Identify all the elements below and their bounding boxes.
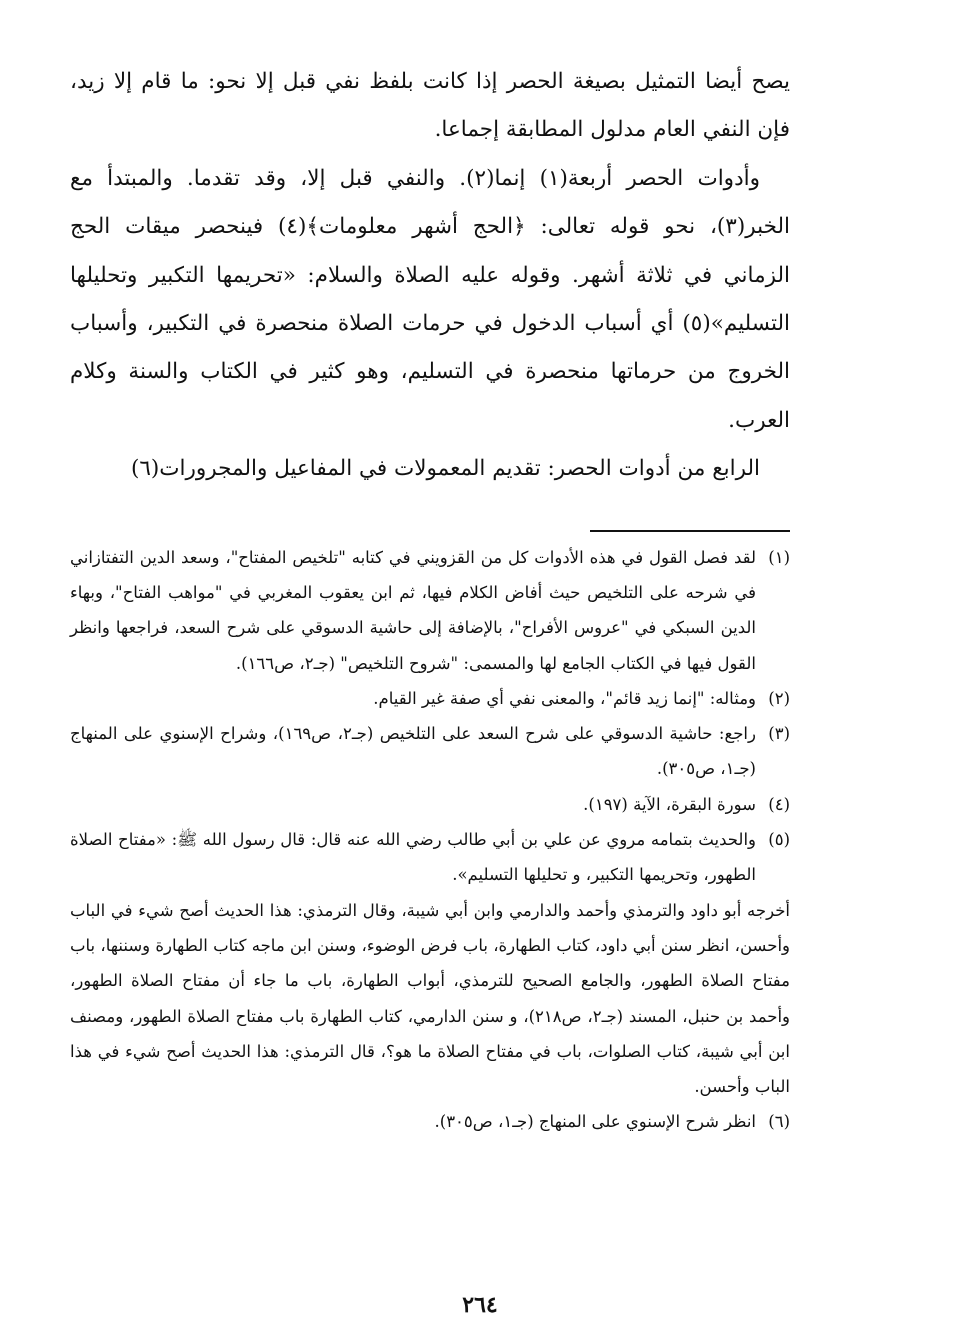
footnotes (70, 540, 790, 1140)
footnote-separator (590, 530, 790, 532)
footnote-text: لقد فصل القول في هذه الأدوات كل من القزويني في كتابه "تلخيص المفتاح"، وسعد الدين التفتازاني في شرحه على التلخيص حيث أفاض الكلام فيها، ثم ابن يعقوب المغربي في "مواهب الفتاح"، وبهاء الدين السبكي في "عروس الأفراح"، بالإضافة إلى حاشية الدسوقي على شرح السعد، فراجعها وانظر القول فيها في الكتاب الجامع لها والمسمى: "شروح التلخيص" (جـ٢، ص١٦٦). (70, 547, 756, 673)
footnote-text: راجع: حاشية الدسوقي على شرح السعد على التلخيص (جـ٢، ص١٦٩)، وشراح الإسنوي على المنهاج (جـ١، ص٣٠٥). (70, 724, 756, 779)
footnote-6 (70, 1104, 790, 1139)
footnote-5 (70, 822, 790, 893)
footnote-text: والحديث بتمامه مروي عن علي بن أبي طالب رضي الله عنه قال: قال رسول الله ﷺ: «مفتاح الصلاة الطهور، وتحريمها التكبير، و تحليلها التسليم». (70, 830, 756, 885)
footnote-5-takhrij: أخرجه أبو داود والترمذي وأحمد والدارمي وابن أبي شيبة، وقال الترمذي: هذا الحديث أصح شيء في الباب وأحسن، انظر سنن أبي داود، كتاب الطهارة، باب فرض الوضوء، وسنن ابن ماجه كتاب الطهارة وسننها، باب مفتاح الصلاة الطهور، والجامع الصحيح للترمذي، أبواب الطهارة، باب ما جاء أن مفتاح الصلاة الطهور، وأحمد بن حنبل، المسند (جـ٢، ص٢١٨)، و سنن الدارمي، كتاب الطهارة باب مفتاح الصلاة الطهور، ومصنف ابن أبي شيبة، كتاب الصلوات، باب في مفتاح الصلاة ما هو؟، قال الترمذي: هذا الحديث أصح شيء في هذا الباب وأحسن. (70, 900, 790, 1097)
footnote-number: (٢) (768, 688, 790, 708)
page-number: ٢٦٤ (462, 1292, 498, 1318)
footnote-number: (٦) (768, 1112, 790, 1132)
footnote-number: (٣) (768, 724, 790, 744)
footnote-number: (٥) (768, 830, 790, 850)
paragraph-continuation: يصح أيضا التمثيل بصيغة الحصر إذا كانت بلفظ نفي قبل إلا نحو: ما قام إلا زيد، فإن النفي العام مدلول المطابقة إجماعا. (70, 69, 790, 143)
footnote-text: ومثاله: "إنما زيد قائم"، والمعنى نفي أي صفة غير القيام. (373, 688, 756, 708)
page-content (70, 58, 790, 1140)
paragraph-fourth-tool: الرابع من أدوات الحصر: تقديم المعمولات في المفاعيل والمجرورات(٦) (130, 456, 760, 482)
footnote-4 (70, 787, 790, 822)
footnote-number: (١) (768, 547, 790, 567)
footnote-text: انظر شرح الإسنوي على المنهاج (جـ١، ص٣٠٥). (434, 1112, 756, 1132)
footnote-3 (70, 716, 790, 787)
footnote-text: سورة البقرة، الآية (١٩٧). (583, 794, 756, 814)
footnote-1 (70, 540, 790, 681)
paragraph-hasr-tools: وأدوات الحصر أربعة(١) إنما(٢). والنفي قبل إلا، وقد تقدما. والمبتدأ مع الخبر(٣)، نحو قوله تعالى: ﴿الحج أشهر معلومات﴾(٤) فينحصر ميقات الحج الزماني في ثلاثة أشهر. وقوله عليه الصلاة والسلام: «تحريمها التكبير وتحليلها التسليم»(٥) أي أسباب الدخول في حرمات الصلاة منحصرة في التكبير، وأسباب الخروج من حرماتها منحصرة في التسليم، وهو كثير في الكتاب والسنة وكلام العرب. (70, 165, 790, 433)
footnote-number: (٤) (768, 794, 790, 814)
main-text (70, 58, 790, 494)
footnote-2 (70, 681, 790, 716)
